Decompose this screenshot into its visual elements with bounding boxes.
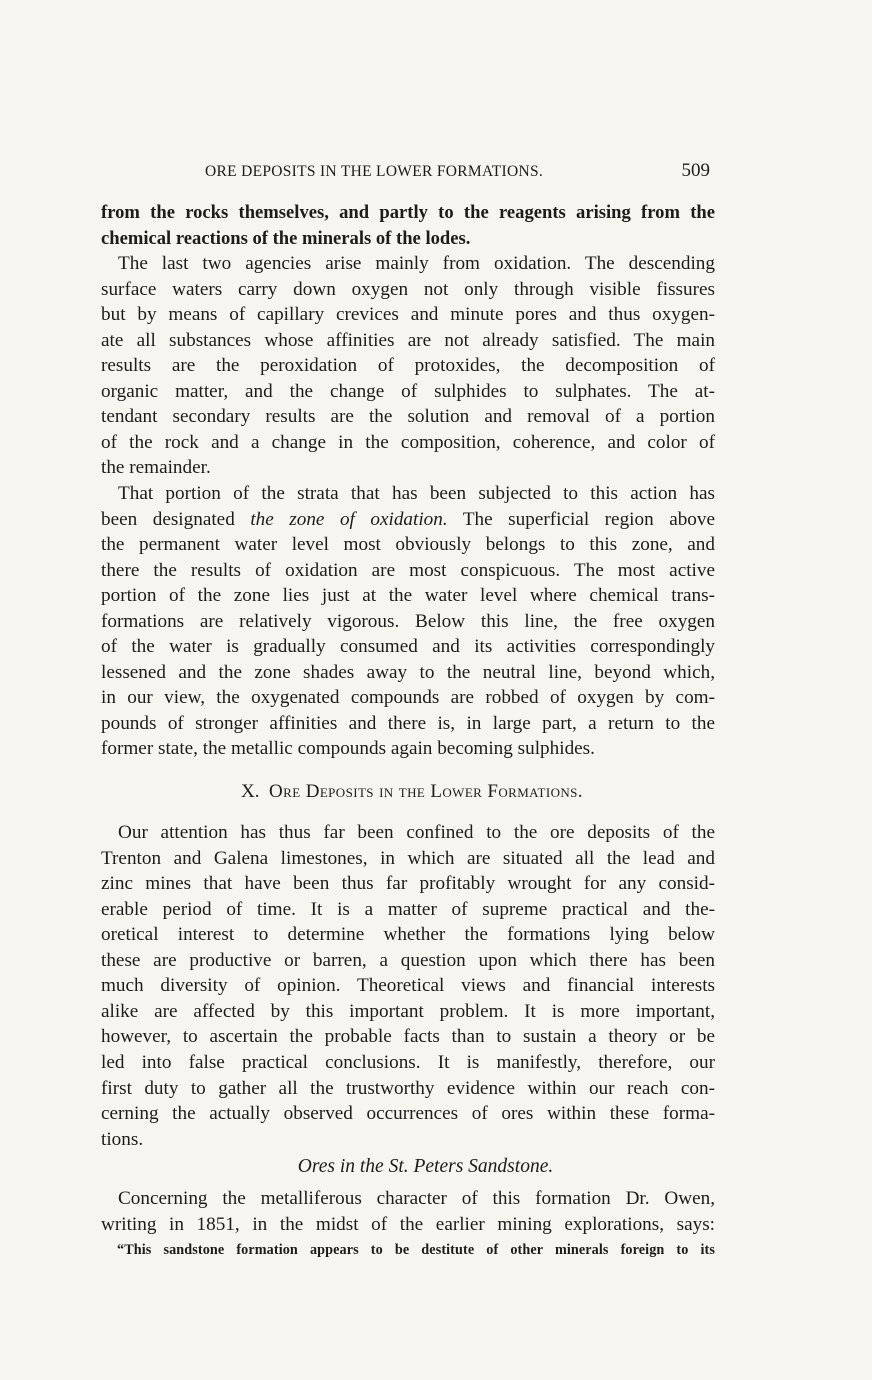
text-line: led into false practical conclusions. It is manifestly, therefore, our [101,1051,715,1073]
paragraph-owen [101,1186,715,1237]
text-line: Our attention has thus far been confined to the ore deposits of the [118,822,715,844]
text-line: the remainder. [101,457,211,479]
text-line: erable period of time. It is a matter of supreme practical and the- [101,898,715,920]
text-line: Trenton and Galena limestones, in which are situated all the lead and [101,847,715,869]
text-line: surface waters carry down oxygen not only through visible fissures [101,278,715,300]
text-line: The last two agencies arise mainly from oxidation. The descending [118,253,715,275]
subsection-heading: Ores in the St. Peters Sandstone. [297,1156,554,1178]
text-line: ate all substances whose affinities are not already satisfied. The main [101,329,715,351]
text-line: much diversity of opinion. Theoretical views and financial interests [101,975,715,997]
text-line: alike are affected by this important problem. It is more important, [101,1000,715,1022]
text-line: there the results of oxidation are most conspicuous. The most active [101,559,715,581]
text-line: in our view, the oxygenated compounds are robbed of oxygen by com- [101,687,715,709]
text-line: tions. [101,1128,144,1150]
text-line: these are productive or barren, a question upon which there has been [101,949,715,971]
text-line: from the rocks themselves, and partly to the reagents arising from the [101,202,715,223]
text-fragment: been designated [101,508,251,530]
running-title: ORE DEPOSITS IN THE LOWER FORMATIONS. [205,163,544,180]
text-line: Concerning the metalliferous character of this formation Dr. Owen, [118,1188,715,1210]
section-title: Ore Deposits in the Lower Formations. [269,781,583,803]
block-quote-line: “This sandstone formation appears to be destitute of other minerals foreign to its [117,1242,715,1259]
text-line: oretical interest to determine whether the formations lying below [101,924,715,946]
text-line: portion of the zone lies just at the water level where chemical trans- [101,585,715,607]
text-line: the permanent water level most obviously belongs to this zone, and [101,534,715,556]
text-line: pounds of stronger affinities and there is, in large part, a return to the [101,712,715,734]
paragraph-continued [101,200,715,251]
paragraph-zone-of-oxidation [101,481,715,762]
text-line: formations are relatively vigorous. Below this line, the free oxygen [101,610,715,632]
text-line: but by means of capillary crevices and minute pores and thus oxygen- [101,304,715,326]
text-line: lessened and the zone shades away to the neutral line, beyond which, [101,661,715,683]
text-line: zinc mines that have been thus far profitably wrought for any consid- [101,873,715,895]
text-line: first duty to gather all the trustworthy evidence within our reach con- [101,1077,715,1099]
running-head [100,160,714,186]
text-line: of the rock and a change in the composition, coherence, and color of [101,431,715,453]
paragraph-oxidation [101,251,715,481]
text-fragment: The superficial region above [447,508,716,530]
page-number: 509 [681,160,710,181]
text-line: of the water is gradually consumed and its activities correspondingly [101,636,715,658]
paragraph-attention [101,820,715,1152]
text-line: organic matter, and the change of sulphides to sulphates. The at- [101,380,715,402]
text-line: however, to ascertain the probable facts than to sustain a theory or be [101,1026,715,1048]
section-heading [101,772,715,812]
text-line: tendant secondary results are the solution and removal of a portion [101,406,715,428]
text-line: chemical reactions of the minerals of the lodes. [101,227,471,249]
italic-term: the zone of oxidation. [250,508,448,530]
text-line: writing in 1851, in the midst of the earlier mining explorations, says: [101,1213,715,1235]
text-line: cerning the actually observed occurrences of ores within these forma- [101,1103,715,1125]
text-line: results are the peroxidation of protoxides, the decomposition of [101,355,715,377]
text-line [101,507,715,533]
section-numeral: X. [241,781,260,803]
text-line: former state, the metallic compounds again becoming sulphides. [101,738,595,760]
text-line: That portion of the strata that has been subjected to this action has [118,483,715,505]
body-text [101,200,715,1261]
